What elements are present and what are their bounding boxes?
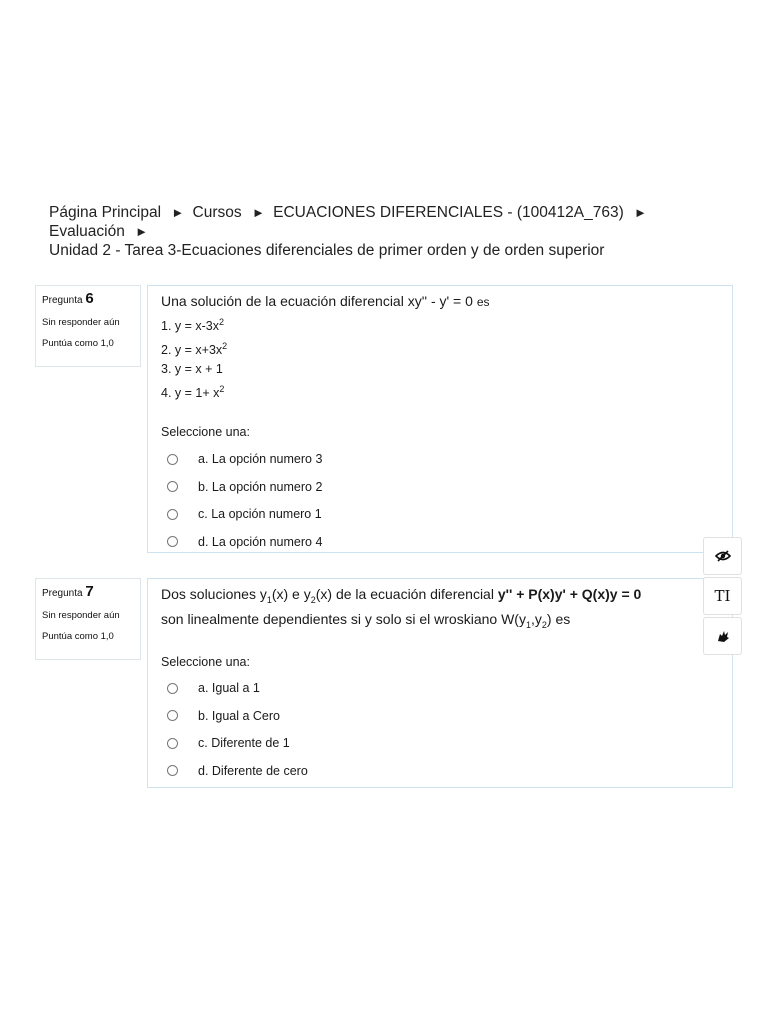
breadcrumb-courses[interactable]: Cursos <box>192 204 242 221</box>
answer-option-a[interactable] <box>161 445 719 473</box>
radio-button[interactable] <box>167 481 178 492</box>
option-statements <box>161 313 719 403</box>
question-formulation-7 <box>147 578 733 788</box>
answer-option-a[interactable] <box>161 675 719 703</box>
eye-slash-icon[interactable] <box>703 537 742 575</box>
answer-option-d[interactable] <box>161 757 719 785</box>
radio-button[interactable] <box>167 710 178 721</box>
text-size-icon[interactable]: TI <box>703 577 742 615</box>
breadcrumb-course[interactable]: ECUACIONES DIFERENCIALES - (100412A_763) <box>273 204 624 221</box>
question-grade: Puntúa como 1,0 <box>42 631 114 642</box>
option-statement: 3. y = x + 1 <box>161 362 223 377</box>
answer-option-b[interactable] <box>161 473 719 501</box>
answer-label[interactable]: a. La opción numero 3 <box>198 452 323 467</box>
breadcrumb-home[interactable]: Página Principal <box>49 204 162 221</box>
radio-button[interactable] <box>167 536 178 547</box>
equation: y'' + P(x)y' + Q(x)y = 0 <box>497 586 642 602</box>
radio-button[interactable] <box>167 454 178 465</box>
question-text-main: Una solución de la ecuación diferencial xy'' - y' = 0 <box>161 293 473 309</box>
question-text: Dos soluciones $y_1(x)$ e $y_2(x)$ de la ecuación diferencial y'' + P(x)y' + Q(x)y = 0 son linealmente dependientes si y solo si el wroskiano $W(y_1,y_2)$ es <box>161 586 642 630</box>
answer-option-c[interactable] <box>161 500 719 528</box>
answer-label[interactable]: c. La opción numero 1 <box>198 507 322 522</box>
question-formulation-6 <box>147 285 733 553</box>
breadcrumb-unit-task[interactable]: Unidad 2 - Tarea 3-Ecuaciones diferenciales de primer orden y de orden superior <box>49 242 605 259</box>
answer-label[interactable]: a. Igual a 1 <box>198 681 260 696</box>
select-prompt: Seleccione una: <box>161 654 250 669</box>
answer-option-d[interactable] <box>161 528 719 556</box>
answer-label[interactable]: d. Diferente de cero <box>198 763 308 778</box>
answer-list <box>161 675 719 785</box>
answer-label[interactable]: b. Igual a Cero <box>198 708 280 723</box>
question-label: Pregunta <box>42 588 83 599</box>
option-statement: 1. $y = x-3x^2$ <box>161 317 225 334</box>
answer-option-c[interactable] <box>161 730 719 758</box>
radio-button[interactable] <box>167 765 178 776</box>
accessibility-toolbar <box>703 537 742 657</box>
option-statement: 4. $y = 1+ x^2$ <box>161 383 225 400</box>
question-status: Sin responder aún <box>42 317 120 328</box>
question-number-line <box>42 583 134 600</box>
breadcrumb-separator: ► <box>251 205 265 220</box>
answer-option-b[interactable] <box>161 702 719 730</box>
question-number: 7 <box>85 583 94 600</box>
breadcrumb-separator: ► <box>171 205 185 220</box>
sign-language-icon[interactable] <box>703 617 742 655</box>
question-text <box>161 292 719 312</box>
answer-list <box>161 445 719 555</box>
question-status: Sin responder aún <box>42 610 120 621</box>
radio-button[interactable] <box>167 738 178 749</box>
breadcrumb-separator: ► <box>135 224 149 239</box>
answer-label[interactable]: b. La opción numero 2 <box>198 479 323 494</box>
question-info-6 <box>35 285 141 367</box>
question-number-line <box>42 290 134 307</box>
breadcrumb-evaluation[interactable]: Evaluación <box>49 223 125 240</box>
select-prompt: Seleccione una: <box>161 425 250 440</box>
answer-label[interactable]: c. Diferente de 1 <box>198 736 290 751</box>
radio-button[interactable] <box>167 683 178 694</box>
question-label: Pregunta <box>42 295 83 306</box>
answer-label[interactable]: d. La opción numero 4 <box>198 534 323 549</box>
radio-button[interactable] <box>167 509 178 520</box>
breadcrumb <box>49 203 739 260</box>
question-grade: Puntúa como 1,0 <box>42 338 114 349</box>
question-text-es: es <box>476 295 490 309</box>
breadcrumb-separator: ► <box>634 205 647 220</box>
question-number: 6 <box>85 290 94 307</box>
question-info-7 <box>35 578 141 660</box>
option-statement: 2. $y = x+3x^2$ <box>161 340 228 357</box>
